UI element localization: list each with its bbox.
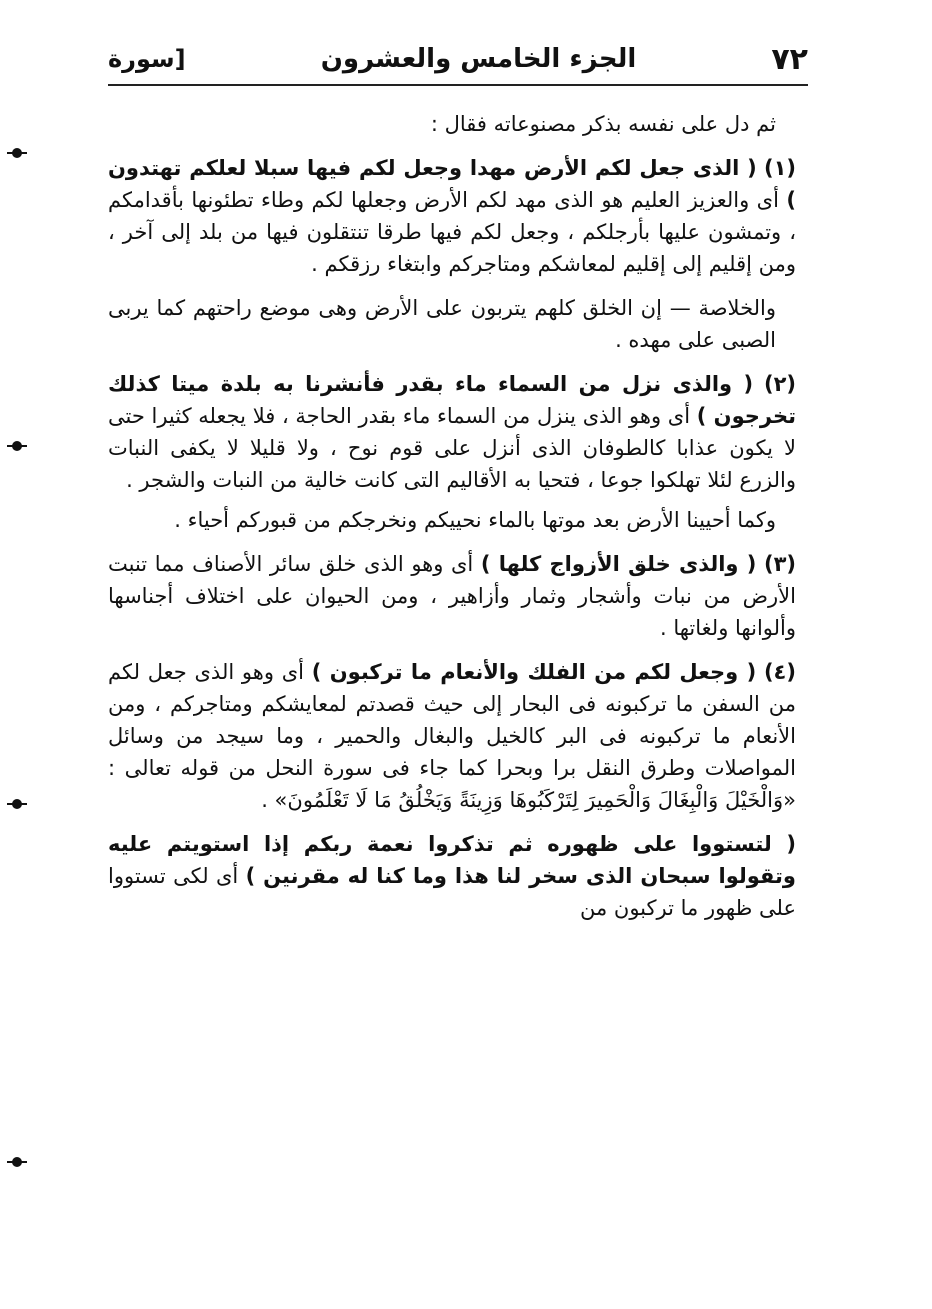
- header-rule: [108, 84, 808, 86]
- margin-mark: [12, 148, 22, 158]
- verse-paragraph-4: [108, 656, 796, 816]
- verse-number: (٣): [763, 552, 796, 576]
- commentary-text: أى وهو الذى ينزل من السماء ماء بقدر الحاجة ، فلا يجعله كثيرا حتى لا يكون عذابا كالطوفان الذى أنزل على قوم نوح ، ولا قليلا لا يكفى النبات والزرع لئلا تهلكوا جوعا ، فتحيا به الأقاليم التى كانت خالية من النبات والشجر .: [108, 404, 796, 492]
- margin-mark: [12, 1157, 22, 1167]
- verse-quote: ( وجعل لكم من الفلك والأنعام ما تركبون ): [311, 660, 757, 684]
- body-text: [108, 108, 796, 924]
- verse-quote: ( والذى نزل من السماء ماء بقدر فأنشرنا به بلدة ميتا كذلك تخرجون ): [108, 372, 796, 428]
- running-title: الجزء الخامس والعشرون: [320, 44, 637, 74]
- commentary-text: أى وهو الذى جعل لكم من السفن ما تركبونه فى البحار إلى حيث قصدتم لمعايشكم ومتاجركم ، ومن الأنعام ما تركبونه فى البر كالخيل والبغال والحمير ، وما سيجد من وسائل المواصلات وطرق النقل برا وبحرا كما جاء فى سورة النحل من قوله تعالى : «وَالْخَيْلَ وَالْبِغَالَ وَالْحَمِيرَ لِتَرْكَبُوهَا وَزِينَةً وَيَخْلُقُ مَا لَا تَعْلَمُونَ» .: [108, 660, 796, 812]
- verse-number: (٤): [763, 660, 796, 684]
- commentary-text: أى لكى تستووا على ظهور ما تركبون من: [108, 864, 796, 920]
- paragraph-text: والخلاصة — إن الخلق كلهم يتربون على الأرض وهى موضع راحتهم كما يربى الصبى على مهده .: [108, 296, 776, 352]
- verse-quote: ( لتستووا على ظهوره ثم تذكروا نعمة ربكم إذا استويتم عليه وتقولوا سبحان الذى سخر لنا هذا وما كنا له مقرنين ): [108, 832, 796, 888]
- page-header: [108, 34, 808, 84]
- paragraph-text: ثم دل على نفسه بذكر مصنوعاته فقال :: [430, 112, 776, 136]
- continuation-paragraph: [108, 504, 796, 536]
- verse-quote: ( والذى خلق الأزواج كلها ): [480, 552, 757, 576]
- verse-paragraph-3: [108, 548, 796, 644]
- commentary-text: أى وهو الذى خلق سائر الأصناف مما تنبت الأرض من نبات وأشجار وثمار وأزاهير ، ومن الحيوان على اختلاف أجناسها وألوانها ولغاتها .: [108, 552, 796, 640]
- margin-mark: [12, 441, 22, 451]
- commentary-text: أى والعزيز العليم هو الذى مهد لكم الأرض وجعلها لكم وطاء تطئونها بأقدامكم ، وتمشون عليها بأرجلكم ، وجعل لكم فيها طرقا تنتقلون فيها من بلد إلى آخر ، ومن إقليم إلى إقليم لمعاشكم ومتاجركم وابتغاء رزقكم .: [108, 188, 796, 276]
- summary-paragraph: [108, 292, 796, 356]
- verse-number: (٢): [763, 372, 796, 396]
- paragraph-text: وكما أحيينا الأرض بعد موتها بالماء نحييكم ونخرجكم من قبوركم أحياء .: [174, 508, 776, 532]
- verse-quote: ( الذى جعل لكم الأرض مهدا وجعل لكم فيها سبلا لعلكم تهتدون ): [108, 156, 796, 212]
- surah-label: [سورة: [108, 45, 186, 73]
- margin-mark: [12, 799, 22, 809]
- verse-number: (١): [763, 156, 796, 180]
- verse-paragraph-2: [108, 368, 796, 496]
- page-number: ٧٢: [771, 41, 808, 77]
- intro-paragraph: [108, 108, 796, 140]
- verse-paragraph-5: [108, 828, 796, 924]
- verse-paragraph-1: [108, 152, 796, 280]
